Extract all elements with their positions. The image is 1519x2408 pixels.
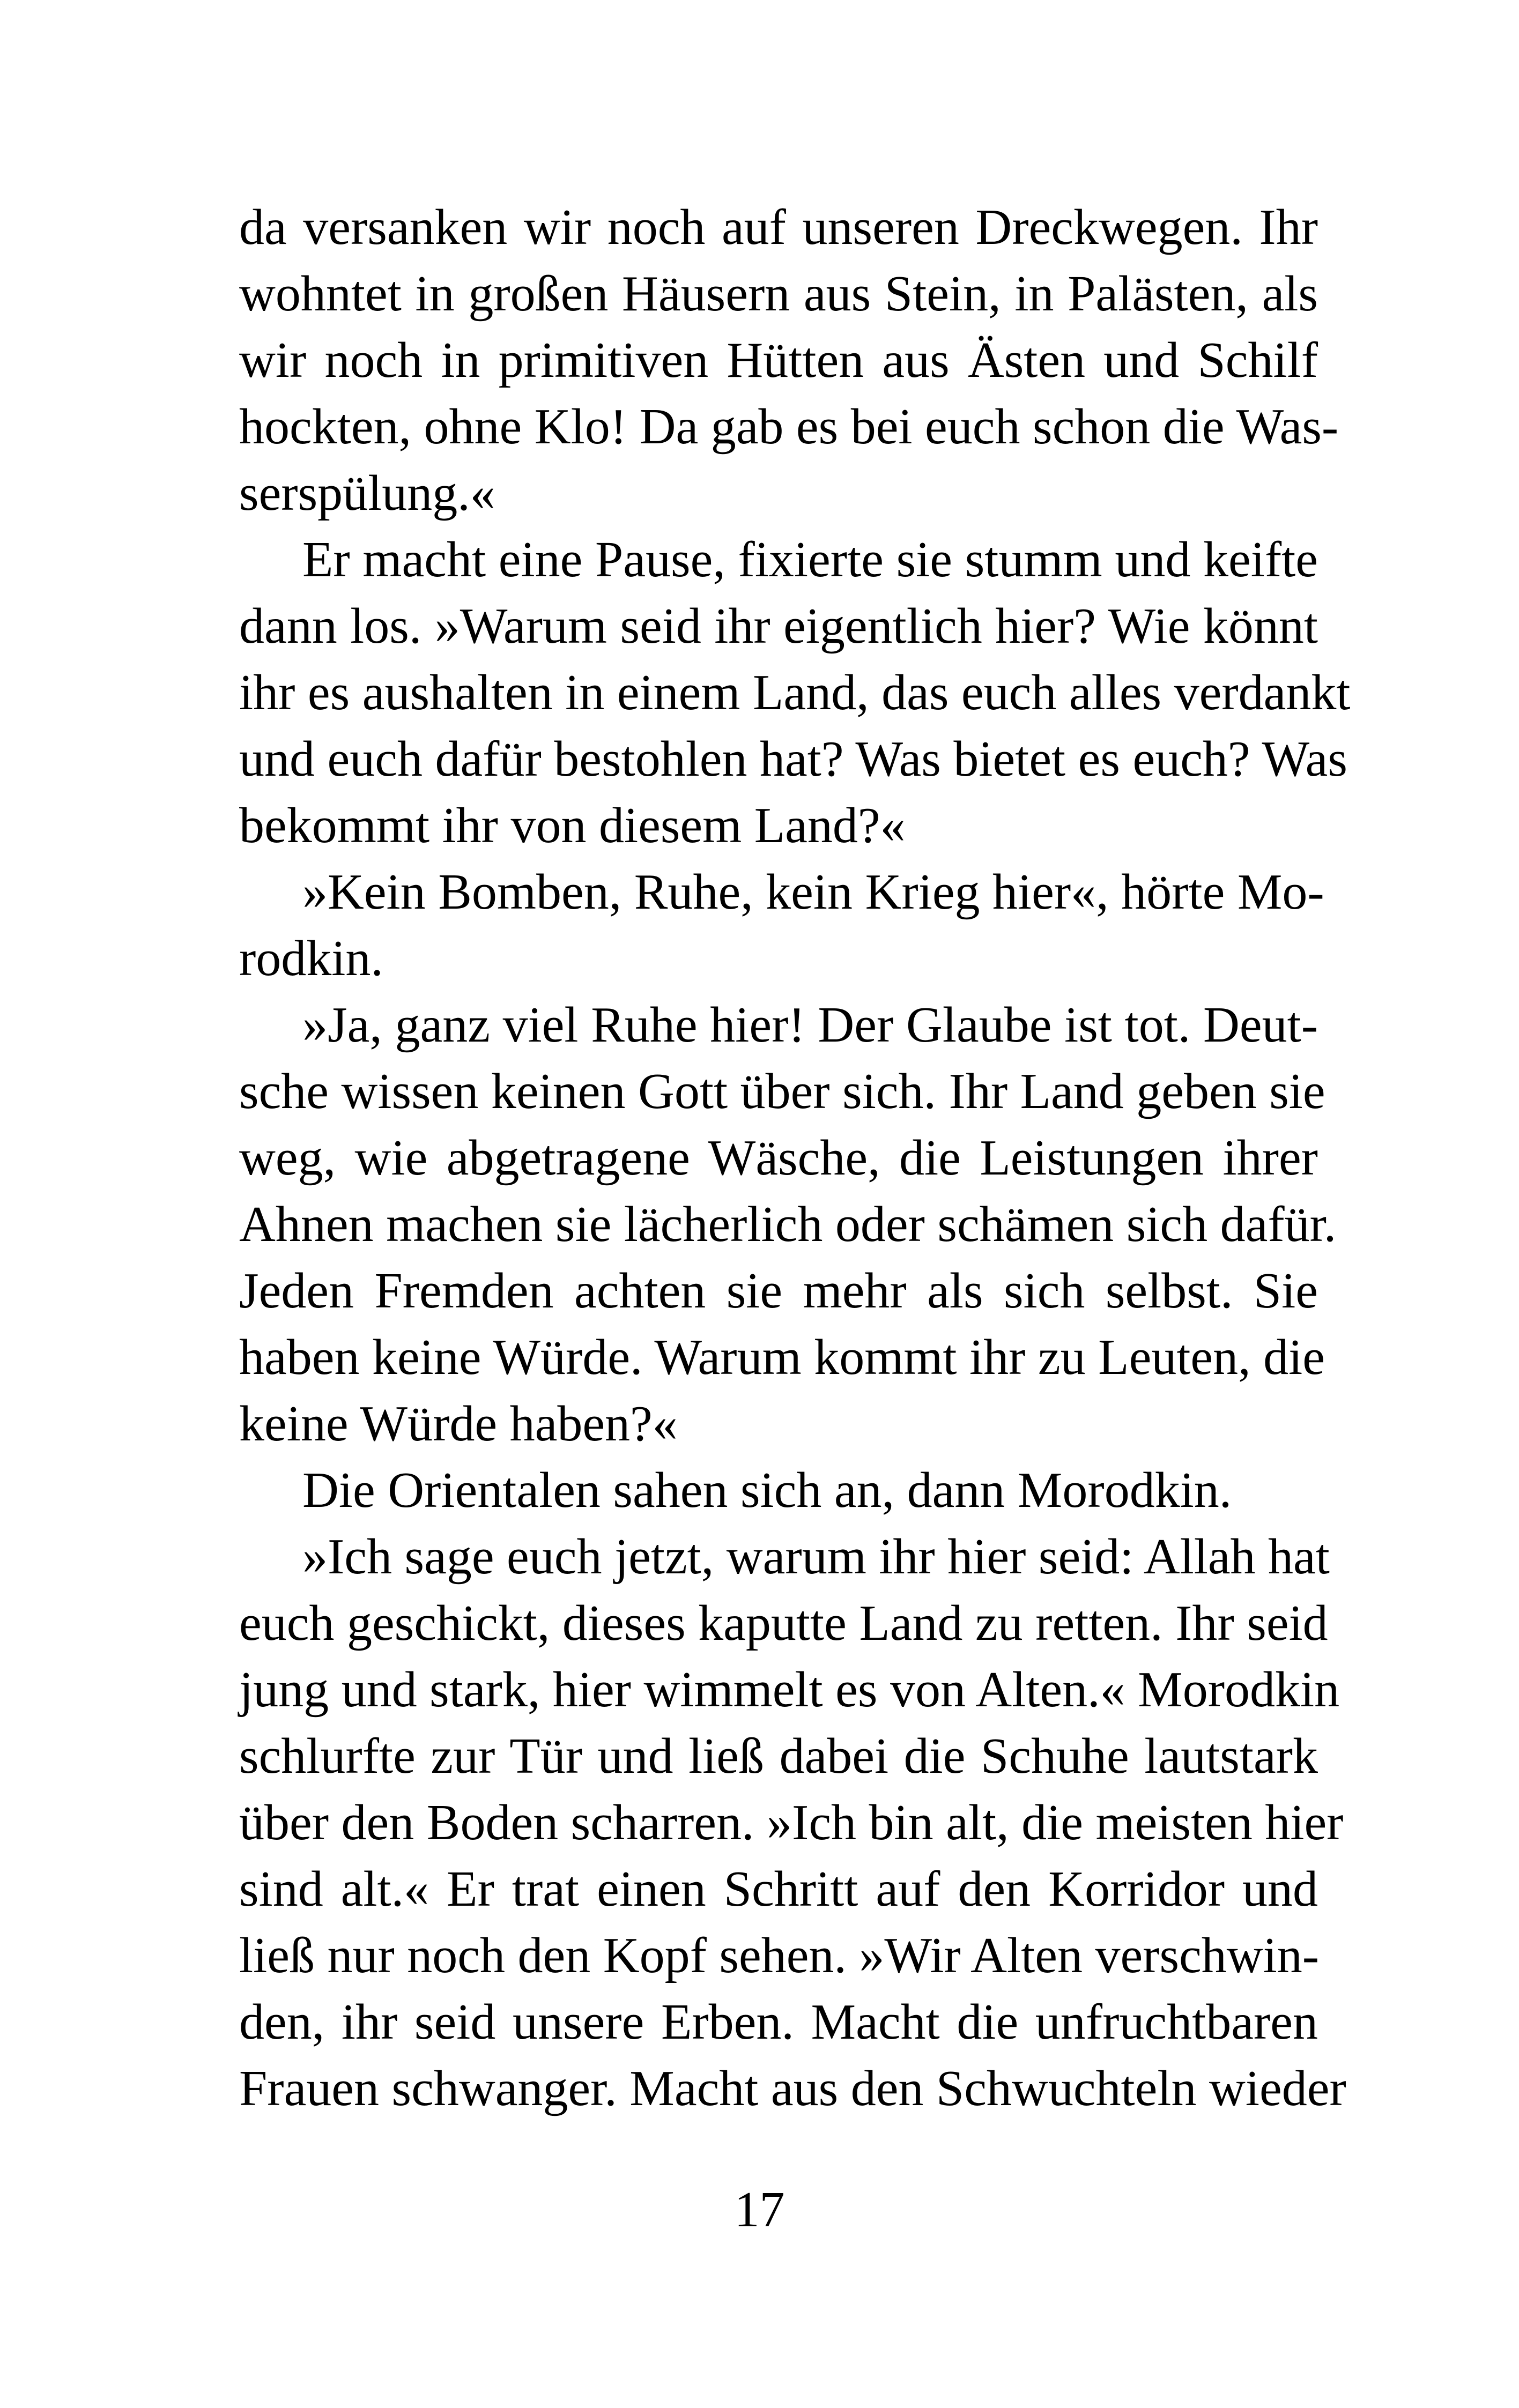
text-line: Er macht eine Pause, fixierte sie stumm und keifte	[302, 532, 1318, 588]
text-line: wohntet in großen Häusern aus Stein, in Palästen, als	[239, 266, 1318, 322]
text-line: und euch dafür bestohlen hat? Was bietet es euch? Was	[239, 731, 1347, 787]
text-line: bekommt ihr von diesem Land?«	[239, 798, 906, 853]
text-line: sind alt.« Er trat einen Schritt auf den Korridor und	[239, 1861, 1318, 1917]
text-line: dann los. »Warum seid ihr eigentlich hier? Wie könnt	[239, 598, 1318, 654]
text-line: Jeden Fremden achten sie mehr als sich selbst. Sie	[239, 1263, 1318, 1319]
text-line: jung und stark, hier wimmelt es von Alten.« Morodkin	[239, 1662, 1340, 1718]
text-line: den, ihr seid unsere Erben. Macht die unfruchtbaren	[239, 1994, 1318, 2050]
page-number: 17	[734, 2182, 785, 2238]
text-line: Die Orientalen sahen sich an, dann Morodkin.	[302, 1462, 1232, 1518]
text-line: keine Würde haben?«	[239, 1396, 678, 1452]
text-line: Frauen schwanger. Macht aus den Schwuchteln wieder	[239, 2061, 1346, 2116]
text-line: Ahnen machen sie lächerlich oder schämen sich dafür.	[239, 1196, 1337, 1252]
text-line: ließ nur noch den Kopf sehen. »Wir Alten verschwin-	[239, 1928, 1320, 1983]
text-line: weg, wie abgetragene Wäsche, die Leistungen ihrer	[239, 1130, 1318, 1186]
text-line: hockten, ohne Klo! Da gab es bei euch schon die Was-	[239, 399, 1339, 455]
text-line: ihr es aushalten in einem Land, das euch alles verdankt	[239, 665, 1351, 720]
text-line: schlurfte zur Tür und ließ dabei die Schuhe lautstark	[239, 1728, 1318, 1784]
body-text	[239, 194, 1351, 2122]
text-line: über den Boden scharren. »Ich bin alt, die meisten hier	[239, 1795, 1344, 1850]
text-line: da versanken wir noch auf unseren Dreckwegen. Ihr	[239, 199, 1318, 255]
text-line: euch geschickt, dieses kaputte Land zu retten. Ihr seid	[239, 1595, 1328, 1651]
text-line: sche wissen keinen Gott über sich. Ihr Land geben sie	[239, 1064, 1325, 1119]
text-line: wir noch in primitiven Hütten aus Ästen und Schilf	[239, 332, 1318, 388]
text-line: haben keine Würde. Warum kommt ihr zu Leuten, die	[239, 1329, 1325, 1385]
text-line: rodkin.	[239, 931, 383, 986]
text-line: »Kein Bomben, Ruhe, kein Krieg hier«, hörte Mo-	[302, 864, 1324, 920]
text-line: »Ich sage euch jetzt, warum ihr hier seid: Allah hat	[302, 1529, 1330, 1585]
text-line: »Ja, ganz viel Ruhe hier! Der Glaube ist tot. Deut-	[302, 997, 1318, 1053]
text-line: serspülung.«	[239, 465, 495, 521]
